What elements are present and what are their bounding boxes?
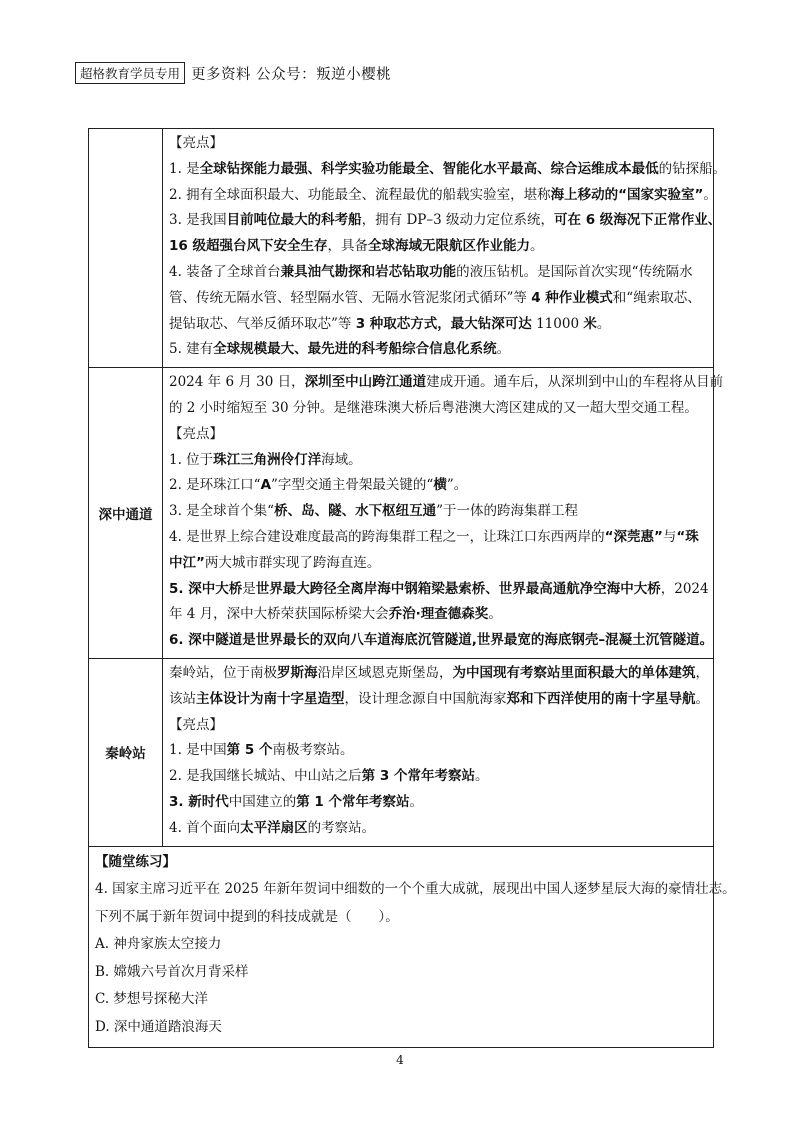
text: D. 深中通道踏浪海天 [95, 1018, 222, 1035]
text: 2. 拥有全球面积最大、功能最全、流程最优的船载实验室，堪称 [169, 186, 551, 203]
text: 建成开通。通车后，从深圳到中山的车程将从目前 [426, 374, 724, 391]
text: B. 嫦娥六号首次月背采样 [95, 963, 249, 980]
bold-text: 全球钻探能力最强、科学实验功能最全、智能化水平最高、综合运维成本最低 [199, 160, 659, 177]
bold-text: 米 [583, 315, 597, 332]
text: A. 神舟家族太空接力 [95, 936, 222, 953]
text: 1. 位于 [169, 451, 214, 468]
text: ”字型交通主骨架最关键的“ [271, 477, 434, 494]
text-line [95, 931, 707, 959]
text-line [169, 131, 707, 157]
text: 11000 [531, 315, 584, 332]
text: 1. 是中国 [169, 742, 227, 759]
row-content [163, 658, 714, 846]
text-line [169, 551, 707, 577]
text: 南极考察站。 [272, 742, 354, 759]
text: ， [695, 664, 709, 681]
text-line [169, 816, 707, 842]
text: ，设计理念源自中国航海家 [344, 690, 507, 707]
text: 4. 装备了全球首台 [169, 263, 281, 280]
text-line [95, 1014, 707, 1042]
row-content [163, 129, 727, 368]
text-line [169, 661, 707, 687]
text: 的液压钻机。是国际首次实现“传统隔水 [456, 263, 693, 280]
row-content [163, 368, 724, 659]
table-row [89, 658, 714, 846]
text: 。 [496, 341, 511, 358]
text-line [169, 396, 707, 422]
text: 【亮点】 [169, 425, 223, 442]
bold-text: “深莞惠” [604, 528, 663, 545]
table-row [89, 129, 714, 368]
exercise-section [89, 846, 736, 1048]
text-line [169, 157, 727, 183]
bold-text: 太平洋扇区 [240, 819, 308, 836]
text: 【亮点】 [169, 135, 223, 151]
bold-text: “珠 [676, 528, 699, 545]
text: 该站 [169, 690, 196, 707]
bold-text: 桥、岛、隧、水下枢纽互通 [274, 503, 437, 520]
text-line [95, 986, 707, 1014]
text: 沿岸区域恩克斯堡岛， [317, 664, 453, 681]
text: 3. 是我国 [169, 212, 227, 229]
bold-text: 海上移动的“国家实验室” [550, 186, 704, 203]
text: 1. 是 [169, 160, 200, 177]
bold-text: 罗斯海 [277, 664, 318, 681]
text-line [95, 876, 736, 904]
bold-text: 为中国现有考察站里面积最大的单体建筑 [452, 664, 696, 681]
member-tag: 超格教育学员专用 [75, 62, 185, 84]
header-source-text: 更多资料 公众号：叛逆小樱桃 [191, 66, 392, 83]
bold-text: 主体设计为南十字星造型 [196, 690, 345, 707]
bold-text: 全球规模最大、最先进的科考船综合信息化系统 [213, 341, 497, 358]
text-line [169, 312, 707, 338]
bold-text: 可在 6 级海况下正常作业、 [554, 212, 722, 229]
row-label: 秦岭站 [89, 658, 163, 846]
text: ”。 [446, 477, 468, 494]
bold-text: 深圳至中山跨江通道 [304, 374, 427, 391]
bold-text: 中江” [169, 554, 205, 571]
bold-text: 6. 深中隧道是世界最长的双向八车道海底沉管隧道,世界最宽的海底钢壳–混凝土沉管隧道。 [169, 632, 714, 649]
text-line [169, 577, 707, 603]
bold-text: 横 [433, 477, 447, 494]
text: 管、传统无隔水管、轻型隔水管、无隔水管泥浆闭式循环”等 [169, 289, 532, 306]
text-line [169, 687, 707, 713]
text-line [169, 764, 707, 790]
page-number: 4 [396, 1053, 404, 1067]
text-line [169, 713, 707, 739]
text: 的钻探船。 [658, 160, 727, 177]
bold-text: 3. 新时代 [169, 793, 229, 810]
bold-text: 兼具油气勘探和岩芯钻取功能 [280, 263, 457, 280]
bold-text: 第 5 个 [226, 742, 273, 759]
row-label: 深中通道 [89, 368, 163, 659]
text: ”于一体的跨海集群工程 [436, 503, 578, 520]
bold-text: A [260, 477, 272, 494]
text: 5. 建有 [169, 341, 214, 358]
text-line [95, 904, 707, 932]
text: 。 [409, 793, 424, 810]
bold-text: 全球海域无限航区作业能力 [368, 238, 530, 255]
text-line [169, 499, 707, 525]
text-line [169, 628, 714, 654]
text: 4. 是世界上综合建设难度最高的跨海集群工程之一，让珠江口东西两岸的 [169, 528, 605, 545]
text-line [169, 337, 707, 363]
text: 2. 是我国继长城站、中山站之后 [169, 768, 362, 785]
text: 3. 是全球首个集“ [169, 503, 275, 520]
text: 。 [488, 606, 502, 623]
text: 。 [530, 238, 544, 255]
text: 4. 首个面向 [169, 819, 241, 836]
text-line [169, 738, 707, 764]
text: 【亮点】 [169, 716, 223, 733]
text-line [95, 849, 707, 877]
bold-text: 第 3 个常年考察站 [361, 768, 475, 785]
text: C. 梦想号探秘大洋 [95, 991, 208, 1008]
text-line [95, 959, 707, 987]
text-line [169, 525, 707, 551]
text: 与 [662, 528, 677, 545]
bold-text: 目前吨位最大的科考船 [226, 212, 362, 229]
text: 。 [695, 690, 709, 707]
text-line [169, 790, 707, 816]
bold-text: 5. 深中大桥 [169, 580, 243, 597]
text: 。 [703, 186, 717, 203]
text: 的考察站。 [307, 819, 376, 836]
text: 的 2 小时缩短至 30 分钟。是继港珠澳大桥后粤港澳大湾区建成的又一超大型交通工程。 [169, 399, 698, 416]
text: ，具备 [327, 238, 368, 255]
text-line [169, 208, 722, 234]
text: ，拥有 DP–3 级动力定位系统， [361, 212, 555, 229]
text: 下列不属于新年贺词中提到的科技成就是（ ）。 [95, 908, 399, 925]
text: 中国建立的 [228, 793, 297, 810]
text-line [169, 422, 707, 448]
bold-text: 第 1 个常年考察站 [296, 793, 410, 810]
text: 2024 年 6 月 30 日， [169, 374, 305, 391]
text-line [169, 286, 707, 312]
bold-text: 4 种作业模式 [531, 289, 613, 306]
text: 秦岭站，位于南极 [169, 664, 277, 681]
bold-text: 16 级超强台风下安全生存 [169, 238, 328, 255]
text: 。 [596, 315, 611, 332]
text: ，2024 [660, 580, 709, 597]
content-table [88, 128, 736, 1048]
text: 和“绳索取芯、 [612, 289, 701, 306]
bold-text: 3 种取芯方式，最大钻深可达 [355, 315, 532, 332]
text-line [169, 370, 724, 396]
text: 是 [242, 580, 256, 597]
text: 4. 国家主席习近平在 2025 年新年贺词中细数的一个个重大成就，展现出中国人逐梦星辰大海的豪情壮志。 [95, 881, 736, 898]
text: 年 4 月，深中大桥荣获国际桥梁大会 [169, 606, 389, 623]
text-line [169, 260, 707, 286]
bold-text: 世界最大跨径全离岸海中钢箱梁悬索桥、世界最高通航净空海中大桥 [255, 580, 661, 597]
table-row [89, 846, 714, 1048]
row-label [89, 129, 163, 368]
text-line [169, 183, 717, 209]
table-row [89, 368, 714, 659]
text-line [169, 234, 707, 260]
text: 提钻取芯、气举反循环取芯”等 [169, 315, 356, 332]
bold-text: 乔治·理查德森奖 [388, 606, 489, 623]
text: 海域。 [321, 451, 362, 468]
text: 。 [474, 768, 489, 785]
bold-text: 郑和下西洋使用的南十字星导航 [506, 690, 696, 707]
text-line [169, 602, 707, 628]
text-line [169, 448, 707, 474]
bold-text: 【随堂练习】 [95, 853, 176, 870]
bold-text: 珠江三角洲伶仃洋 [213, 451, 322, 468]
text: 2. 是环珠江口“ [169, 477, 261, 494]
text: 两大城市群实现了跨海直连。 [204, 554, 381, 571]
page-header [75, 62, 391, 84]
text-line [169, 473, 707, 499]
